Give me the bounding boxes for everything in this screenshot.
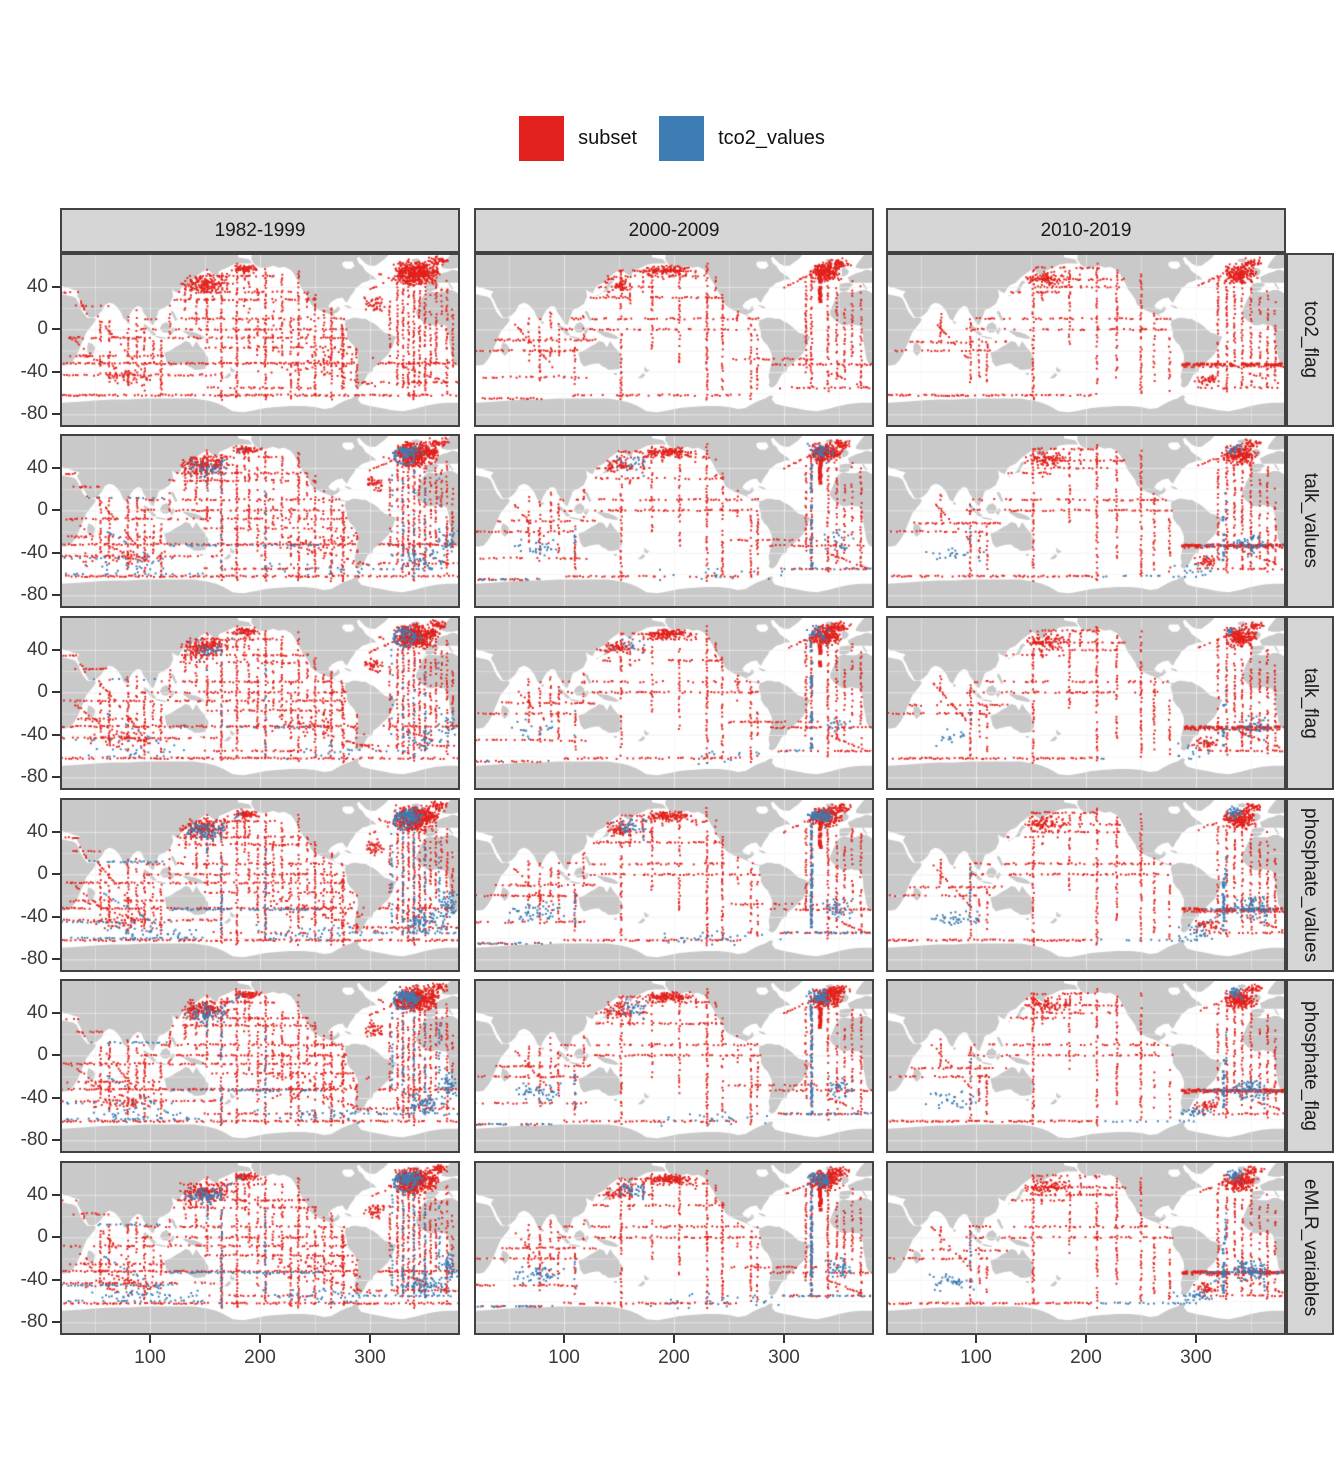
map-canvas	[888, 981, 1284, 1151]
x-tick-mark	[259, 1335, 261, 1343]
map-panel-r3c1	[474, 798, 874, 972]
y-tick-mark	[52, 691, 60, 693]
legend-swatch-icon	[519, 116, 564, 161]
map-canvas	[888, 800, 1284, 970]
y-tick-label: -80	[20, 584, 48, 606]
legend	[0, 116, 1344, 161]
map-canvas	[476, 981, 872, 1151]
y-tick-label: -40	[20, 1086, 48, 1108]
y-tick-label: 40	[26, 1183, 48, 1205]
y-tick-mark	[52, 328, 60, 330]
map-canvas	[62, 800, 458, 970]
map-panel-r1c0	[60, 434, 460, 608]
facet-strip-row-1	[1286, 434, 1334, 608]
map-panel-r4c1	[474, 979, 874, 1153]
y-tick-mark	[52, 1054, 60, 1056]
y-tick-label: 0	[37, 499, 48, 521]
x-tick-label: 200	[1070, 1347, 1102, 1368]
map-canvas	[62, 1163, 458, 1333]
map-canvas	[476, 436, 872, 606]
map-canvas	[62, 255, 458, 425]
facet-strip-col-1	[474, 208, 874, 253]
map-canvas	[888, 1163, 1284, 1333]
y-tick-mark	[52, 734, 60, 736]
x-tick-mark	[783, 1335, 785, 1343]
y-tick-label: -80	[20, 403, 48, 425]
x-tick-mark	[975, 1335, 977, 1343]
y-tick-label: 0	[37, 318, 48, 340]
map-panel-r2c1	[474, 616, 874, 790]
y-tick-mark	[52, 776, 60, 778]
y-tick-label: -80	[20, 766, 48, 788]
facet-strip-col-label: 1982-1999	[214, 219, 306, 241]
x-tick-label: 100	[134, 1347, 166, 1368]
x-tick-label: 200	[244, 1347, 276, 1368]
map-canvas	[888, 436, 1284, 606]
x-tick-mark	[149, 1335, 151, 1343]
y-tick-mark	[52, 649, 60, 651]
map-panel-r5c0	[60, 1161, 460, 1335]
map-panel-r5c2	[886, 1161, 1286, 1335]
y-tick-mark	[52, 1194, 60, 1196]
map-canvas	[62, 436, 458, 606]
y-tick-mark	[52, 371, 60, 373]
y-tick-mark	[52, 1012, 60, 1014]
y-tick-label: -40	[20, 905, 48, 927]
y-tick-label: 0	[37, 681, 48, 703]
y-tick-mark	[52, 1236, 60, 1238]
legend-swatch-icon	[659, 116, 704, 161]
map-canvas	[62, 981, 458, 1151]
y-tick-label: -80	[20, 1311, 48, 1333]
y-tick-label: -80	[20, 1129, 48, 1151]
y-tick-mark	[52, 1279, 60, 1281]
map-panel-r4c2	[886, 979, 1286, 1153]
y-tick-mark	[52, 552, 60, 554]
y-tick-mark	[52, 413, 60, 415]
legend-item-subset	[519, 116, 637, 161]
x-tick-mark	[369, 1335, 371, 1343]
map-canvas	[888, 618, 1284, 788]
legend-label: subset	[578, 127, 638, 149]
map-panel-r2c2	[886, 616, 1286, 790]
y-tick-mark	[52, 467, 60, 469]
map-panel-r1c1	[474, 434, 874, 608]
x-tick-label: 300	[354, 1347, 386, 1368]
y-tick-mark	[52, 958, 60, 960]
y-tick-label: -40	[20, 541, 48, 563]
y-tick-label: 0	[37, 1226, 48, 1248]
y-tick-mark	[52, 286, 60, 288]
y-tick-label: 0	[37, 863, 48, 885]
facet-strip-row-label: phosphate_values	[1300, 807, 1321, 963]
facet-strip-row-label: eMLR_variables	[1300, 1179, 1321, 1317]
facet-strip-row-label: phosphate_flag	[1300, 1001, 1321, 1131]
map-panel-r2c0	[60, 616, 460, 790]
map-panel-r5c1	[474, 1161, 874, 1335]
facet-strip-col-label: 2000-2009	[628, 219, 720, 241]
facet-strip-row-label: talk_values	[1300, 473, 1321, 569]
x-tick-label: 300	[768, 1347, 800, 1368]
x-tick-label: 300	[1180, 1347, 1212, 1368]
y-tick-mark	[52, 1139, 60, 1141]
y-tick-mark	[52, 594, 60, 596]
map-canvas	[888, 255, 1284, 425]
facet-strip-col-0	[60, 208, 460, 253]
y-tick-mark	[52, 831, 60, 833]
y-tick-label: -40	[20, 360, 48, 382]
x-tick-mark	[563, 1335, 565, 1343]
y-tick-label: 40	[26, 1001, 48, 1023]
y-tick-label: 40	[26, 275, 48, 297]
x-tick-mark	[1195, 1335, 1197, 1343]
y-tick-mark	[52, 509, 60, 511]
map-panel-r0c0	[60, 253, 460, 427]
map-canvas	[476, 255, 872, 425]
map-panel-r4c0	[60, 979, 460, 1153]
facet-strip-row-0	[1286, 253, 1334, 427]
y-tick-mark	[52, 916, 60, 918]
map-canvas	[62, 618, 458, 788]
y-tick-label: 40	[26, 820, 48, 842]
facet-strip-row-2	[1286, 616, 1334, 790]
y-tick-mark	[52, 873, 60, 875]
legend-label: tco2_values	[718, 127, 825, 149]
x-tick-mark	[1085, 1335, 1087, 1343]
facet-strip-row-3	[1286, 798, 1334, 972]
facet-strip-row-5	[1286, 1161, 1334, 1335]
facet-strip-col-label: 2010-2019	[1040, 219, 1132, 241]
map-panel-r1c2	[886, 434, 1286, 608]
x-tick-label: 100	[548, 1347, 580, 1368]
facet-strip-col-2	[886, 208, 1286, 253]
x-tick-label: 200	[658, 1347, 690, 1368]
map-canvas	[476, 1163, 872, 1333]
facet-strip-row-label: talk_flag	[1300, 667, 1321, 739]
facet-strip-row-4	[1286, 979, 1334, 1153]
map-panel-r0c2	[886, 253, 1286, 427]
y-tick-mark	[52, 1097, 60, 1099]
map-canvas	[476, 618, 872, 788]
map-panel-r3c0	[60, 798, 460, 972]
x-tick-label: 100	[960, 1347, 992, 1368]
map-panel-r3c2	[886, 798, 1286, 972]
y-tick-label: -80	[20, 948, 48, 970]
map-canvas	[476, 800, 872, 970]
y-tick-label: -40	[20, 1268, 48, 1290]
facet-strip-row-label: tco2_flag	[1300, 301, 1321, 379]
y-tick-label: 40	[26, 638, 48, 660]
y-tick-label: -40	[20, 723, 48, 745]
y-tick-mark	[52, 1321, 60, 1323]
x-tick-mark	[673, 1335, 675, 1343]
y-tick-label: 0	[37, 1044, 48, 1066]
map-panel-r0c1	[474, 253, 874, 427]
legend-item-tco2_values	[659, 116, 825, 161]
y-tick-label: 40	[26, 456, 48, 478]
